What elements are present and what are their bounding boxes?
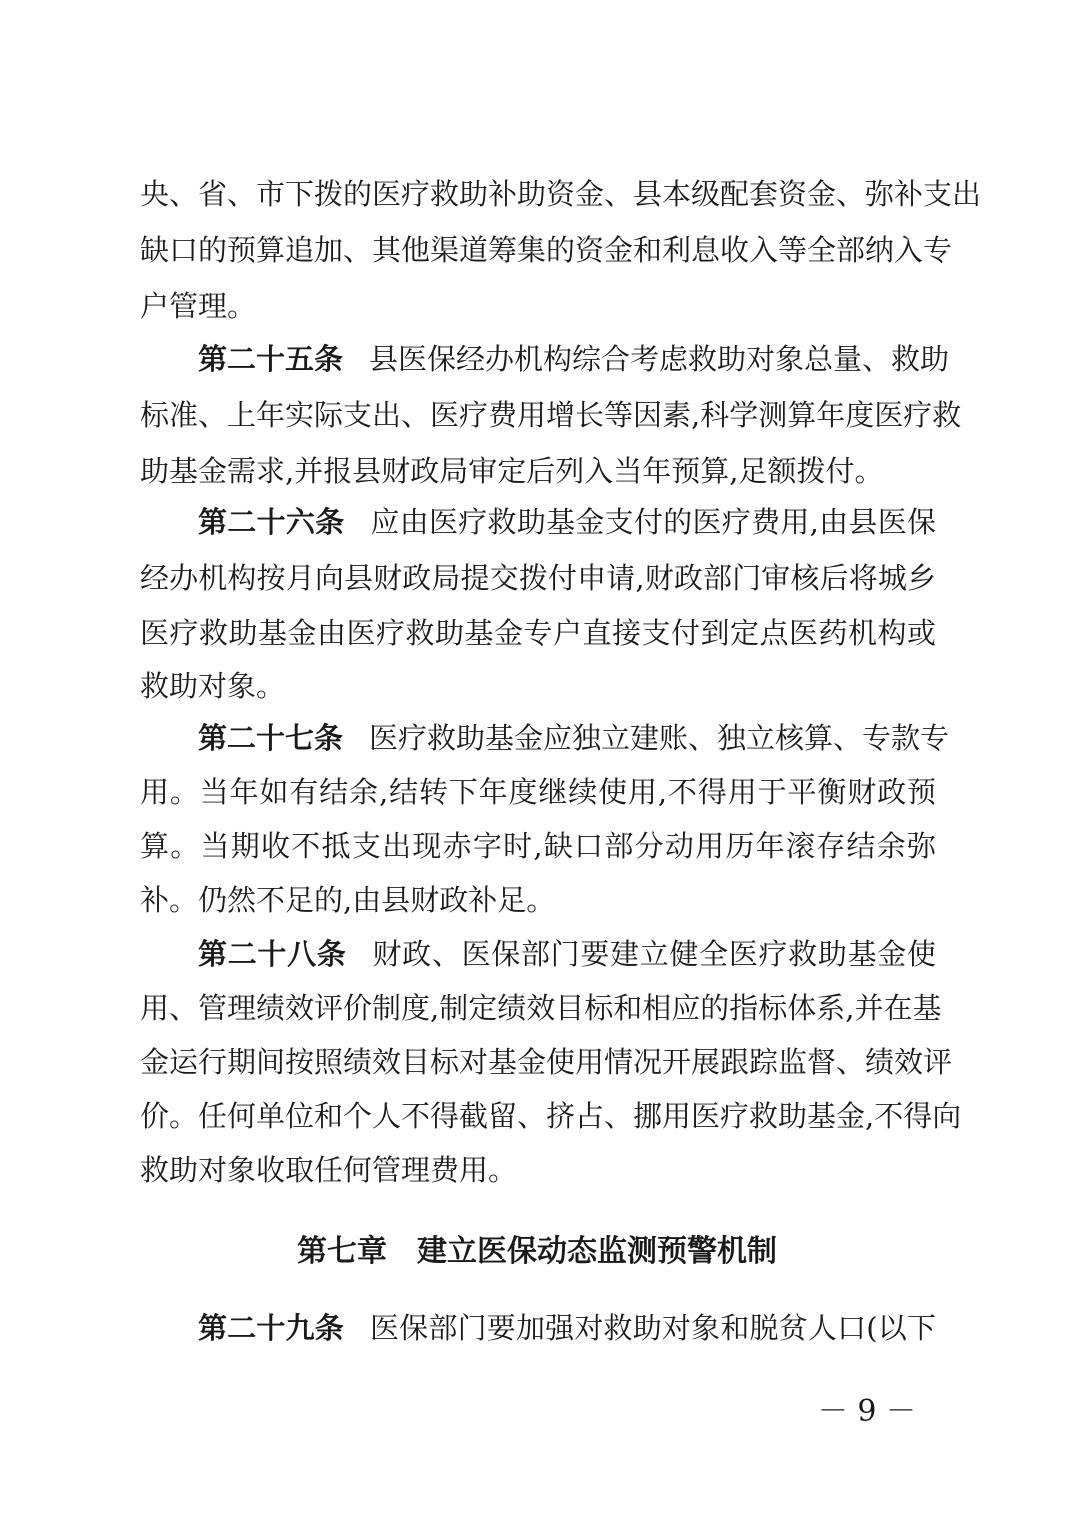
article-27-first-line [198, 710, 950, 766]
article-heading: 第二十九条 [198, 1311, 344, 1345]
text-line: 救助对象。 [140, 669, 286, 703]
article-text: 财政、医保部门要建立健全医疗救助基金使 [372, 937, 936, 971]
article-heading: 第二十八条 [198, 937, 347, 971]
article-heading: 第二十五条 [198, 342, 344, 376]
article-text: 县医保经办机构综合考虑救助对象总量、救助 [369, 342, 950, 376]
text-line: 金运行期间按照绩效目标对基金使用情况开展跟踪监督、绩效评 [140, 1045, 953, 1079]
text-line: 用。当年如有结余,结转下年度继续使用,不得用于平衡财政预 [140, 775, 936, 809]
article-text: 应由医疗救助基金支付的医疗费用,由县医保 [370, 505, 936, 539]
text-line: 用、管理绩效评价制度,制定绩效目标和相应的指标体系,并在基 [140, 991, 942, 1025]
article-29-first-line [198, 1300, 936, 1356]
article-heading: 第二十七条 [198, 721, 344, 755]
article-25-first-line [198, 331, 950, 387]
text-line: 算。当期收不抵支出现赤字时,缺口部分动用历年滚存结余弥 [140, 829, 936, 863]
article-heading: 第二十六条 [198, 505, 345, 539]
text-line: 价。任何单位和个人不得截留、挤占、挪用医疗救助基金,不得向 [140, 1099, 962, 1133]
article-28-first-line [198, 926, 936, 982]
text-line: 补。仍然不足的,由县财政补足。 [140, 883, 556, 917]
text-line: 户管理。 [140, 289, 257, 323]
article-text: 医保部门要加强对救助对象和脱贫人口(以下 [369, 1311, 936, 1345]
article-26-first-line [198, 494, 936, 550]
text-line: 缺口的预算追加、其他渠道筹集的资金和利息收入等全部纳入专 [140, 233, 953, 267]
chapter-heading: 第七章 建立医保动态监测预警机制 [297, 1234, 777, 1269]
text-line: 医疗救助基金由医疗救助基金专户直接支付到定点医药机构或 [140, 616, 936, 650]
text-line: 助基金需求,并报县财政局审定后列入当年预算,足额拨付。 [140, 454, 884, 488]
text-line: 标准、上年实际支出、医疗费用增长等因素,科学测算年度医疗救 [140, 398, 962, 432]
text-line: 央、省、市下拨的医疗救助补助资金、县本级配套资金、弥补支出 [140, 177, 982, 211]
text-line: 经办机构按月向县财政局提交拨付申请,财政部门审核后将城乡 [140, 561, 936, 595]
page-number: － 9 － [817, 1394, 916, 1429]
text-line: 救助对象收取任何管理费用。 [140, 1153, 518, 1187]
article-text: 医疗救助基金应独立建账、独立核算、专款专 [369, 721, 950, 755]
